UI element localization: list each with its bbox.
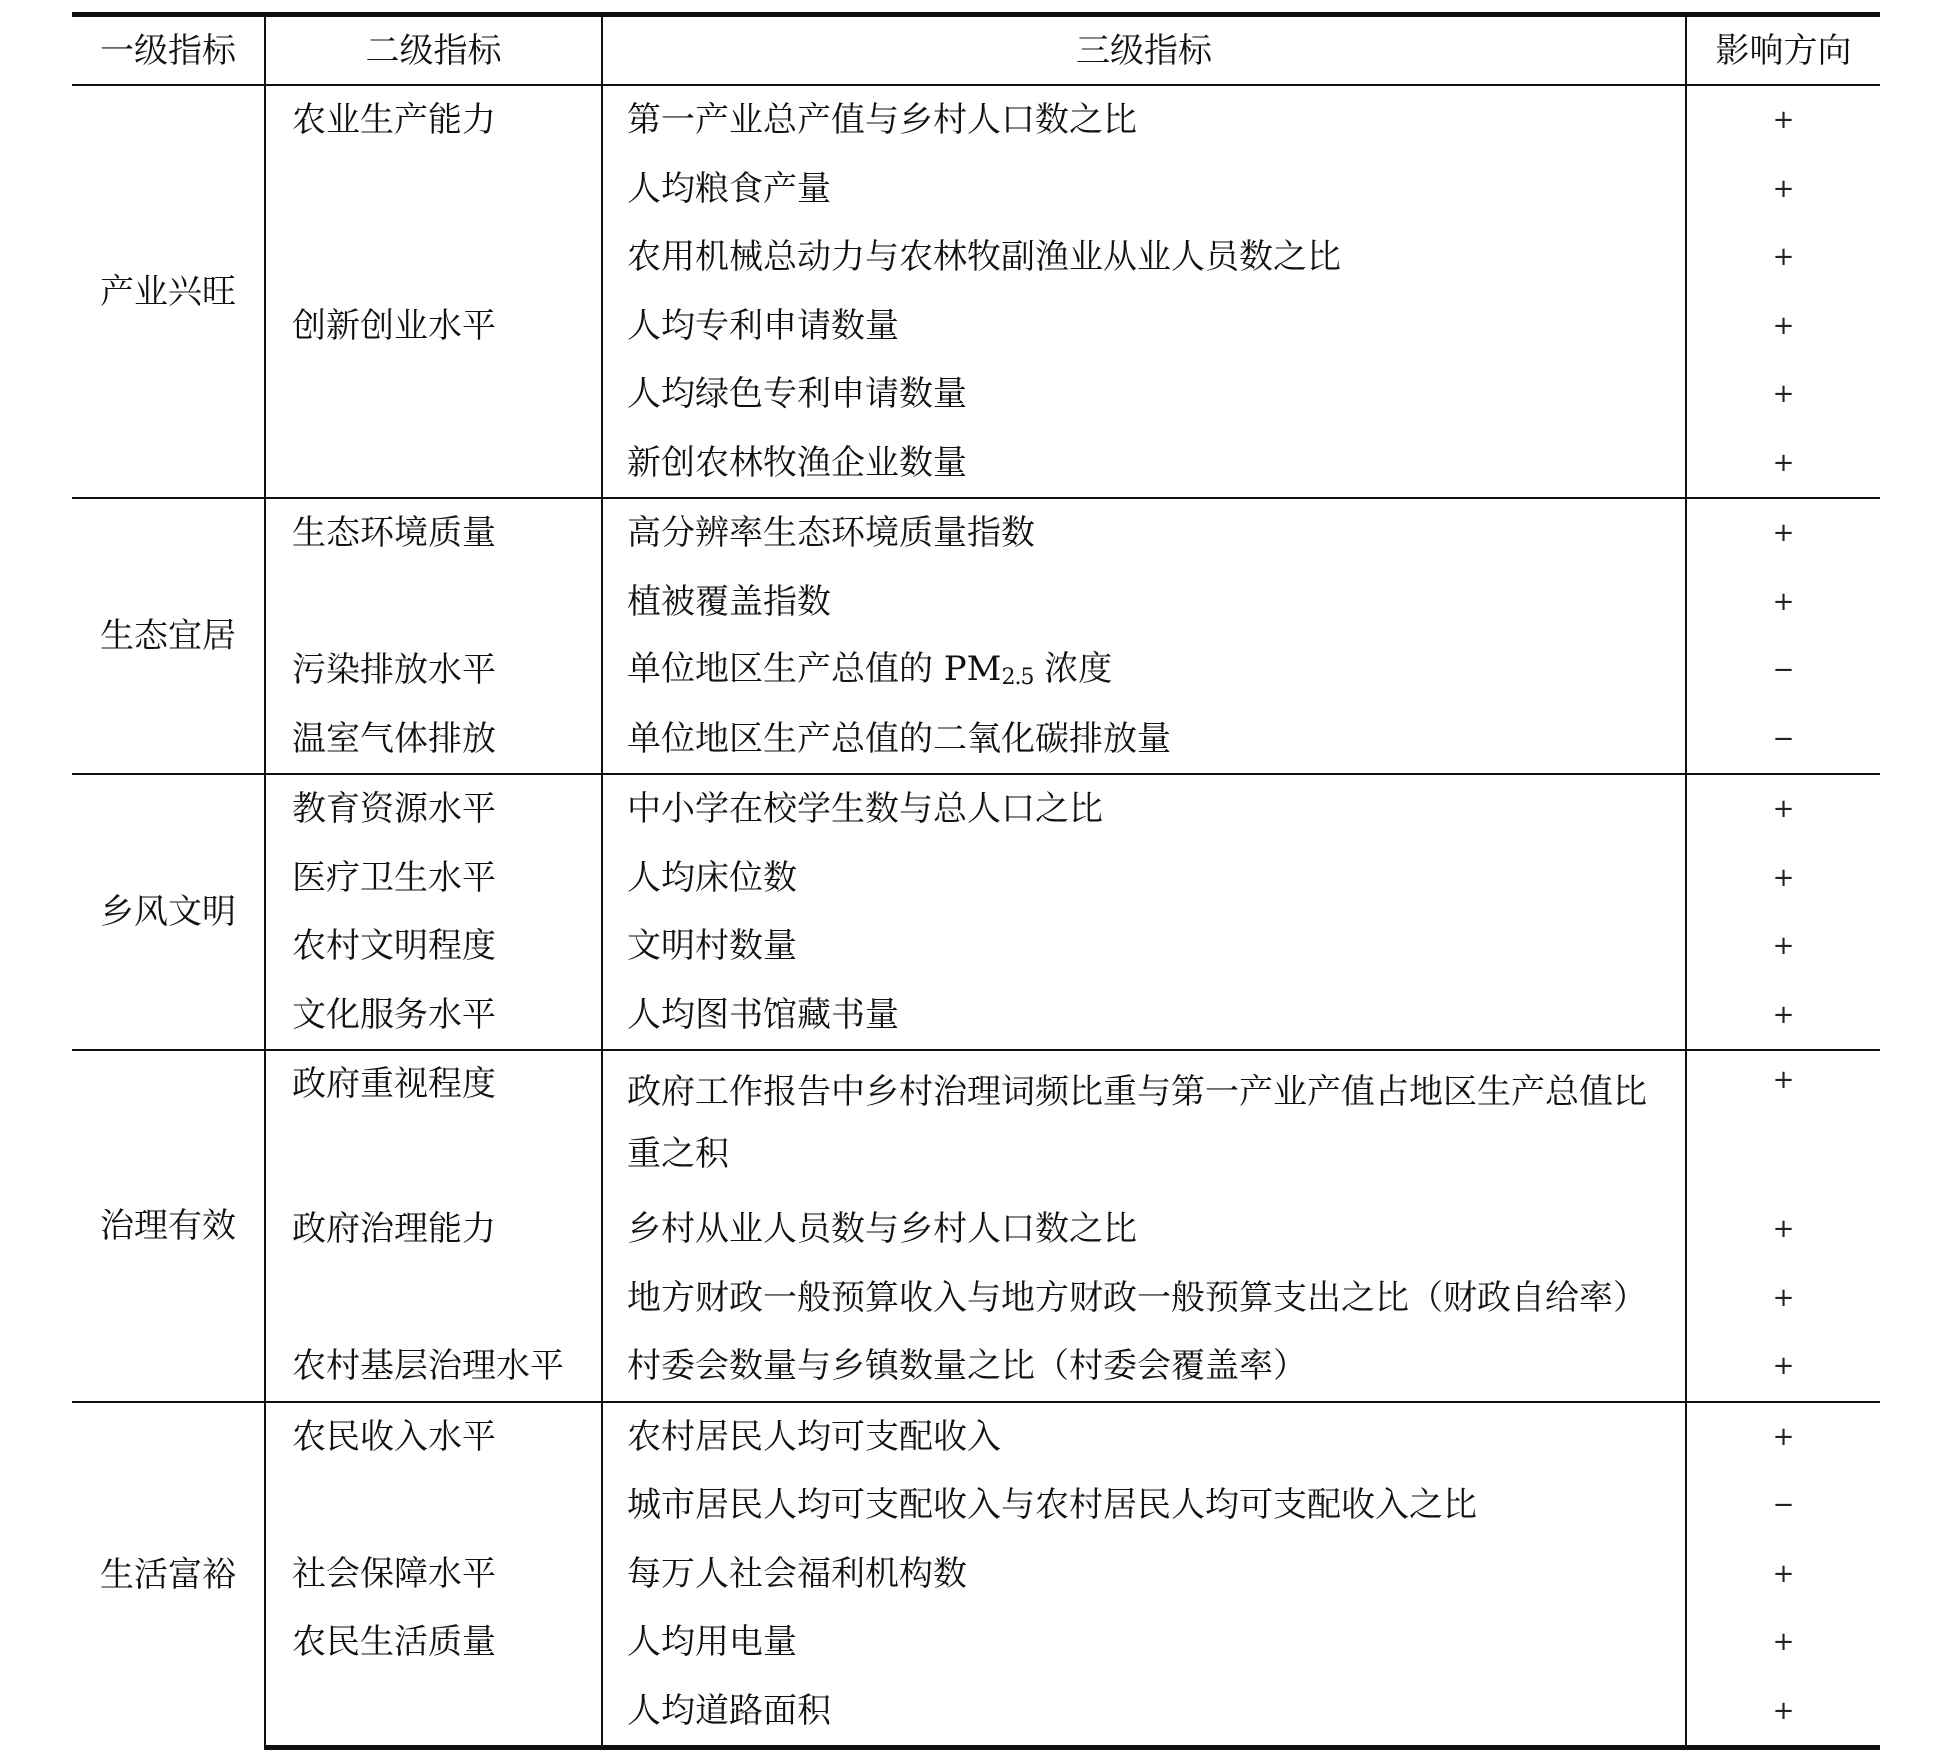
direction-cell: + bbox=[1686, 1402, 1880, 1472]
level2-cell: 医疗卫生水平 bbox=[265, 844, 602, 913]
level3-cell: 城市居民人均可支配收入与农村居民人均可支配收入之比 bbox=[602, 1471, 1686, 1540]
level1-cell: 生态宜居 bbox=[72, 498, 265, 774]
header-direction: 影响方向 bbox=[1686, 15, 1880, 86]
level2-cell: 政府治理能力 bbox=[265, 1195, 602, 1264]
level2-cell bbox=[265, 155, 602, 224]
header-level2: 二级指标 bbox=[265, 15, 602, 86]
level3-cell: 文明村数量 bbox=[602, 912, 1686, 981]
level2-cell: 污染排放水平 bbox=[265, 636, 602, 705]
table-row bbox=[72, 360, 1880, 429]
level3-text-post: 浓度 bbox=[1033, 648, 1113, 689]
table-row bbox=[72, 292, 1880, 361]
level3-cell: 人均粮食产量 bbox=[602, 155, 1686, 224]
indicator-table bbox=[72, 12, 1880, 1750]
level3-cell: 人均图书馆藏书量 bbox=[602, 981, 1686, 1051]
pm-subscript: 2.5 bbox=[1001, 664, 1034, 690]
table-row bbox=[72, 85, 1880, 155]
direction-cell: + bbox=[1772, 242, 1795, 273]
level2-cell: 社会保障水平 bbox=[265, 1540, 602, 1609]
level2-cell: 温室气体排放 bbox=[265, 705, 602, 775]
level2-cell: 农村基层治理水平 bbox=[265, 1332, 602, 1402]
level2-cell bbox=[265, 429, 602, 499]
direction-cell: + bbox=[1686, 1677, 1880, 1748]
level1-cell: 治理有效 bbox=[72, 1050, 265, 1402]
level2-cell bbox=[265, 1471, 602, 1540]
level3-cell: 人均道路面积 bbox=[602, 1677, 1686, 1748]
table-row bbox=[72, 1050, 1880, 1195]
level2-cell: 生态环境质量 bbox=[265, 498, 602, 568]
level1-cell: 乡风文明 bbox=[72, 774, 265, 1050]
table-row bbox=[72, 155, 1880, 224]
table-row bbox=[72, 1195, 1880, 1264]
level2-cell: 政府重视程度 bbox=[265, 1050, 602, 1195]
table-row bbox=[72, 429, 1880, 499]
level2-cell: 文化服务水平 bbox=[265, 981, 602, 1051]
direction-cell: − bbox=[1772, 723, 1795, 754]
direction-cell: + bbox=[1772, 447, 1795, 478]
direction-cell: + bbox=[1772, 999, 1795, 1030]
direction-cell: + bbox=[1772, 1214, 1795, 1245]
direction-cell: + bbox=[1772, 1627, 1795, 1658]
level3-cell: 新创农林牧渔企业数量 bbox=[602, 429, 1686, 499]
direction-cell: + bbox=[1686, 774, 1880, 844]
table-row bbox=[72, 774, 1880, 844]
level3-cell: 人均床位数 bbox=[602, 844, 1686, 913]
table-row bbox=[72, 1332, 1880, 1402]
level3-cell: 人均用电量 bbox=[602, 1608, 1686, 1677]
direction-cell: + bbox=[1772, 1558, 1795, 1589]
table-row bbox=[72, 1677, 1880, 1748]
level3-text-pre: 单位地区生产总值的 PM bbox=[627, 648, 1002, 689]
table-row bbox=[72, 1540, 1880, 1609]
direction-cell: + bbox=[1772, 931, 1795, 962]
header-level1: 一级指标 bbox=[72, 15, 265, 86]
level3-cell: 农村居民人均可支配收入 bbox=[602, 1402, 1686, 1472]
table-header-row bbox=[72, 15, 1880, 86]
level3-cell: 高分辨率生态环境质量指数 bbox=[602, 498, 1686, 568]
direction-cell: + bbox=[1686, 1050, 1880, 1195]
level3-cell: 每万人社会福利机构数 bbox=[602, 1540, 1686, 1609]
table-row bbox=[72, 1264, 1880, 1333]
level2-cell: 创新创业水平 bbox=[265, 292, 602, 361]
direction-cell: + bbox=[1686, 498, 1880, 568]
level3-cell: 政府工作报告中乡村治理词频比重与第一产业产值占地区生产总值比重之积 bbox=[602, 1050, 1686, 1195]
direction-cell: − bbox=[1772, 655, 1795, 686]
level2-cell bbox=[265, 360, 602, 429]
table-row bbox=[72, 912, 1880, 981]
table-row bbox=[72, 705, 1880, 775]
direction-cell: + bbox=[1772, 862, 1795, 893]
level2-cell bbox=[265, 568, 602, 637]
direction-cell: + bbox=[1772, 310, 1795, 341]
level2-cell: 教育资源水平 bbox=[265, 774, 602, 844]
level3-cell: 第一产业总产值与乡村人口数之比 bbox=[602, 85, 1686, 155]
level3-cell: 植被覆盖指数 bbox=[602, 568, 1686, 637]
level3-cell: 村委会数量与乡镇数量之比（村委会覆盖率） bbox=[602, 1332, 1686, 1402]
level2-cell: 农业生产能力 bbox=[265, 85, 602, 155]
direction-cell: + bbox=[1686, 85, 1880, 155]
level3-cell: 人均专利申请数量 bbox=[602, 292, 1686, 361]
table-row bbox=[72, 568, 1880, 637]
level2-cell bbox=[265, 223, 602, 292]
indicator-table-container bbox=[72, 12, 1880, 1750]
level3-cell bbox=[602, 636, 1686, 705]
direction-cell: − bbox=[1772, 1490, 1795, 1521]
level1-cell: 生活富裕 bbox=[72, 1402, 265, 1748]
direction-cell: + bbox=[1772, 586, 1795, 617]
level3-cell: 人均绿色专利申请数量 bbox=[602, 360, 1686, 429]
level2-cell: 农村文明程度 bbox=[265, 912, 602, 981]
level2-cell bbox=[265, 1264, 602, 1333]
table-row bbox=[72, 1402, 1880, 1472]
direction-cell: + bbox=[1772, 173, 1795, 204]
level3-cell: 农用机械总动力与农林牧副渔业从业人员数之比 bbox=[602, 223, 1686, 292]
table-row bbox=[72, 498, 1880, 568]
table-row bbox=[72, 1608, 1880, 1677]
header-level3: 三级指标 bbox=[602, 15, 1686, 86]
level3-cell: 地方财政一般预算收入与地方财政一般预算支出之比（财政自给率） bbox=[602, 1264, 1686, 1333]
direction-cell: + bbox=[1772, 1282, 1795, 1313]
table-row bbox=[72, 1471, 1880, 1540]
table-row bbox=[72, 636, 1880, 705]
level3-cell: 中小学在校学生数与总人口之比 bbox=[602, 774, 1686, 844]
level1-cell: 产业兴旺 bbox=[72, 85, 265, 498]
level3-cell: 乡村从业人员数与乡村人口数之比 bbox=[602, 1195, 1686, 1264]
direction-cell: + bbox=[1772, 379, 1795, 410]
level2-cell: 农民生活质量 bbox=[265, 1608, 602, 1677]
level2-cell: 农民收入水平 bbox=[265, 1402, 602, 1472]
table-row bbox=[72, 223, 1880, 292]
direction-cell: + bbox=[1772, 1351, 1795, 1382]
table-row bbox=[72, 844, 1880, 913]
level2-cell bbox=[265, 1677, 602, 1748]
level3-cell: 单位地区生产总值的二氧化碳排放量 bbox=[602, 705, 1686, 775]
table-row bbox=[72, 981, 1880, 1051]
